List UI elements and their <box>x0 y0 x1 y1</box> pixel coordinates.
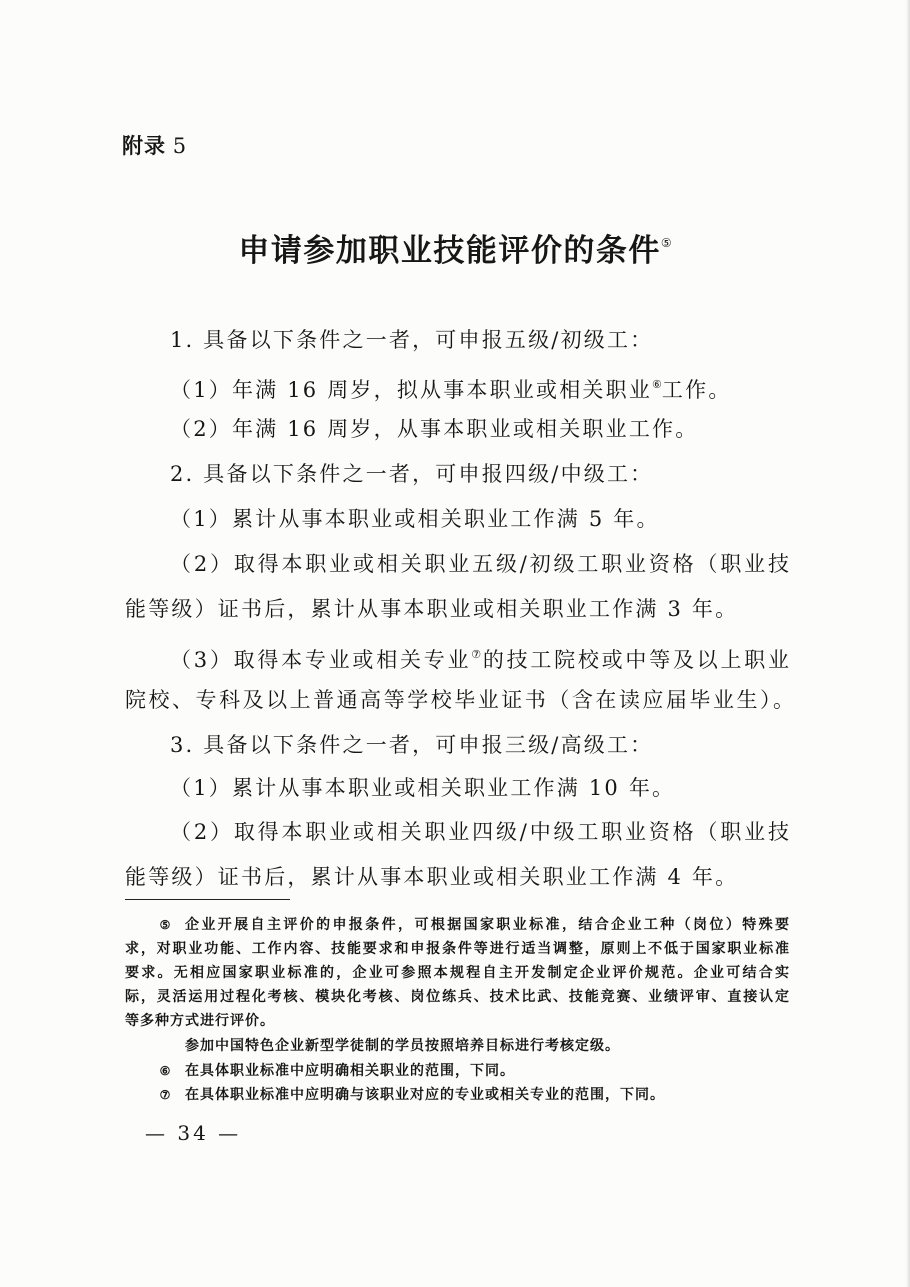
body-line: （1）累计从事本职业或相关职业工作满 10 年。 <box>170 776 676 800</box>
body-line-text: （3）取得本专业或相关专业 <box>170 648 472 672</box>
footnote-line: 企业开展自主评价的申报条件，可根据国家职业标准，结合企业工种（岗位）特殊要 <box>185 917 790 933</box>
body-line: （2）取得本职业或相关职业四级/中级工职业资格（职业技 <box>170 820 790 844</box>
footnote-line: 求，对职业功能、工作内容、技能要求和申报条件等进行适当调整，原则上不低于国家职业标准 <box>125 941 790 957</box>
footnote-line: 在具体职业标准中应明确与该职业对应的专业或相关专业的范围，下同。 <box>185 1087 665 1103</box>
page-title <box>0 224 910 269</box>
appendix-word: 附录 <box>122 134 166 158</box>
footnote-line: 等多种方式进行评价。 <box>125 1013 275 1029</box>
footnote-paragraph: 参加中国特色企业新型学徒制的学员按照培养目标进行考核定级。 <box>185 1038 620 1054</box>
appendix-number: 5 <box>172 134 187 158</box>
title-footnote-marker: ⑤ <box>660 236 672 250</box>
footnote-marker: ⑤ <box>159 918 171 932</box>
footnote-ref-marker: ⑥ <box>652 378 662 391</box>
body-line-text: 的技工院校或中等及以上职业 <box>482 648 790 672</box>
footnote-ref-marker: ⑦ <box>471 648 483 661</box>
footnote-line: 在具体职业标准中应明确相关职业的范围，下同。 <box>185 1063 515 1079</box>
page-number: — 34 — <box>145 1121 242 1145</box>
body-line-text: 工作。 <box>661 378 732 402</box>
body-line <box>170 640 790 670</box>
body-line: 能等级）证书后，累计从事本职业或相关职业工作满 3 年。 <box>125 597 739 621</box>
body-line: 院校、专科及以上普通高等学校毕业证书（含在读应届毕业生）。 <box>125 688 795 712</box>
footnote-line: 要求。无相应国家职业标准的，企业可参照本规程自主开发制定企业评价规范。企业可结合实 <box>125 965 790 981</box>
body-line: （2）年满 16 周岁，从事本职业或相关职业工作。 <box>170 417 699 441</box>
page-edge-shadow <box>906 0 910 1287</box>
title-text: 申请参加职业技能评价的条件 <box>238 233 661 269</box>
footnote-marker: ⑥ <box>159 1064 171 1078</box>
footnote-marker: ⑦ <box>159 1088 171 1102</box>
appendix-heading <box>122 131 186 161</box>
body-line: 能等级）证书后，累计从事本职业或相关职业工作满 4 年。 <box>125 865 739 889</box>
body-line-text: （1）年满 16 周岁，拟从事本职业或相关职业 <box>170 378 653 402</box>
footnote-line: 际，灵活运用过程化考核、模块化考核、岗位练兵、技术比武、技能竞赛、业绩评审、直接认定 <box>125 989 790 1005</box>
body-line: 1. 具备以下条件之一者，可申报五级/初级工： <box>170 328 654 352</box>
body-line: （1）累计从事本职业或相关职业工作满 5 年。 <box>170 507 660 531</box>
body-line: （2）取得本职业或相关职业五级/初级工职业资格（职业技 <box>170 552 790 576</box>
body-line <box>170 370 790 400</box>
body-line: 2. 具备以下条件之一者，可申报四级/中级工： <box>170 462 654 486</box>
footnote-separator <box>125 899 290 900</box>
body-line: 3. 具备以下条件之一者，可申报三级/高级工： <box>170 733 654 757</box>
